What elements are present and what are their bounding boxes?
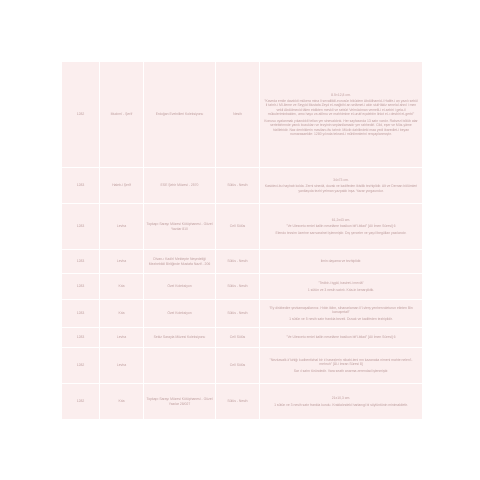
note-text: 1 sütün ve 5 nesih satır frankla bezeli. Duvak ve kadifeden tezhiplidir. bbox=[289, 316, 393, 321]
place-cell: Levha bbox=[100, 250, 144, 274]
quote-text: "Tedbir-i işgâl, basiret-i mevlâ" bbox=[318, 281, 364, 286]
description-cell bbox=[260, 250, 423, 274]
place-cell: Kıta bbox=[100, 300, 144, 328]
type-cell: Sülüs - Nesih bbox=[216, 384, 260, 420]
year-cell: 1283 bbox=[62, 328, 100, 348]
year-cell: 1283 bbox=[62, 300, 100, 328]
catalog-table bbox=[61, 61, 423, 420]
table-row bbox=[62, 168, 423, 204]
size-text: 21x10,3 cm. bbox=[331, 396, 351, 401]
description-cell bbox=[260, 348, 423, 384]
quote-text: "Ve Ulesvetu emiel kallin neselâme basikun bif'l-bilad" [Ali İmen Sûresi] 6 bbox=[286, 224, 396, 229]
source-cell: Dîvan-ı Kadîrî Mektepte Neşedeliği Mezhebildi Birliğinde Mustafa Nazif - 206 bbox=[144, 250, 216, 274]
place-cell: Levha bbox=[100, 204, 144, 250]
table-row bbox=[62, 348, 423, 384]
place-cell: Mudırnî - Şerîf bbox=[100, 62, 144, 168]
type-cell: Sülüs - Nesih bbox=[216, 300, 260, 328]
note-text: Kasideci-bu hayhab kolda. Zerni sinedâ, duvak ve kadifeden ikisilik tezhiplidir. Alt ve Dernan bölümleri yanilaşıda tezhi yelman yazpaldı inşa. Yazar yorgaundur. bbox=[264, 184, 418, 193]
description-cell bbox=[260, 300, 423, 328]
table-row bbox=[62, 300, 423, 328]
source-cell: Topkapı Sarayı Müzesi Kütüphanesi - Gözel Yazılar 810 bbox=[144, 204, 216, 250]
year-cell: 1283 bbox=[62, 274, 100, 300]
type-cell: Celî Sülüs bbox=[216, 328, 260, 348]
type-cell: Sülüs - Nesih bbox=[216, 250, 260, 274]
place-cell: Kıta bbox=[100, 384, 144, 420]
year-cell: 1282 bbox=[62, 384, 100, 420]
source-cell bbox=[144, 348, 216, 384]
size-text: 34x73 cm. bbox=[333, 177, 349, 182]
table-row bbox=[62, 250, 423, 274]
source-cell: Sekiz Sarayla Müzesi Koleksiyonu bbox=[144, 328, 216, 348]
source-cell: Özel Koleksiyon bbox=[144, 300, 216, 328]
description-cell bbox=[260, 274, 423, 300]
source-cell: Özel Koleksiyon bbox=[144, 274, 216, 300]
year-cell: 1283 bbox=[62, 204, 100, 250]
description-cell bbox=[260, 204, 423, 250]
place-cell: Levha bbox=[100, 348, 144, 384]
type-cell: Sülüs - Nesih bbox=[216, 168, 260, 204]
size-text: 8.5×12,8 cm. bbox=[331, 92, 351, 97]
year-cell: 1283 bbox=[62, 250, 100, 274]
quote-text: "Kaveda emile davdıkti mükera mina li sevalliklil-eurusün biküdem Abdülhamid-i Halife-i an yazılı sebül li tahrîr-i Mî-lleme ve Seyyid Mustafa Zeyd el-mağbihi an selâmet-i akin siulHâkiz senelaİ ahnıl i men vekil Abdülmecid tâlen etdikten mevkiî ve sebüri Velmüciman vemelli-i el-sebiri i gela-il mükuleriminbaidmı, amo hayo va atlîrnu ve mahhimine el-urutf eçalebîm linkıt el-ı desbirl el-gerbî" bbox=[264, 99, 418, 117]
type-cell: Nesih bbox=[216, 62, 260, 168]
description-cell bbox=[260, 168, 423, 204]
type-cell: Celî Sülüs bbox=[216, 204, 260, 250]
quote-text: "Ve Ulesvetu emiel kallin neselâme basikun bif'l-bilad" [Ali İmen Sûresi] 6 bbox=[286, 335, 396, 340]
place-cell: Levha bbox=[100, 328, 144, 348]
note-text: 1 sütün ve 3 nesih satırlı. Kıta-in kenarçiktik. bbox=[307, 287, 375, 292]
quote-text: "Ey dirâbedire şevkamaşallarınız. Hıtıin ikibn, sihanarlaman Il'l-vlerş yenhervoleturun elinten Bin kanuşmtali" bbox=[269, 305, 413, 315]
table-row bbox=[62, 62, 423, 168]
table-row bbox=[62, 328, 423, 348]
type-cell: Sülüs - Nesih bbox=[216, 274, 260, 300]
source-cell: Erdoğan Evelnilleri Koleksiyonu bbox=[144, 62, 216, 168]
note-text: Konusu oyalanmak yıkandıktî tellan yer sinevaldırık. Her sayfasında 13 satır vardır. Rakvezi bölüb atar sertebirimnde yanık bozukları ve tezyinin seplanilamadır yer rahhedirl. Cild, eşer ve Müs-yâme hizillebidir. Naz denhiklerin mavilanı-ftu tahnir. Mücib dahilindeki maa yedi ibaredlet-i beyan numarasaekile: 1280 yılında tekrard-i mühlimnlerini rençaplanmıştır. bbox=[264, 118, 418, 136]
description-cell bbox=[260, 328, 423, 348]
note-text: Elendo tezsim üzerine sarıvaralnel işlenmiştir. Dış şerceler ve yaşıl lbegüllan yazılandır. bbox=[275, 230, 407, 235]
source-cell: ESE Şehir Müzesi - 2570 bbox=[144, 168, 216, 204]
place-cell: Kıta bbox=[100, 274, 144, 300]
quote-text: "Nezkavallı-lı'luhiğı kudbentizhal bir ıl hasezlerin nikabi-teni mn kazanaka nimeni mahte nelen'l-mehruh" [Âl-i İmran Sûresi 8] bbox=[269, 357, 413, 367]
note-text: 1 sütün ve 3 nesih satır frankla kurulu. Kraklalındeki harlanıgi bi söylüntünin minimakiletir. bbox=[274, 402, 408, 407]
description-cell bbox=[260, 384, 423, 420]
table-row bbox=[62, 274, 423, 300]
year-cell: 1282 bbox=[62, 348, 100, 384]
type-cell: Celî Sülüs bbox=[216, 348, 260, 384]
note-text: Sar ıl sahn türündedir. Vara seath anarma zerendad işlenmiştir. bbox=[293, 368, 389, 373]
note-text: ilmin dayama ve tezhiplidir. bbox=[320, 259, 362, 264]
source-cell: Topkapı Sarayı Müzesi Kütüphanesi - Güzel Yazılar 28/027 bbox=[144, 384, 216, 420]
table-row bbox=[62, 204, 423, 250]
year-cell: 1283 bbox=[62, 168, 100, 204]
size-text: 61,2x43 cm. bbox=[331, 217, 351, 222]
place-cell: Haleb-i Şerîf bbox=[100, 168, 144, 204]
year-cell: 1282 bbox=[62, 62, 100, 168]
table-row bbox=[62, 384, 423, 420]
description-cell bbox=[260, 62, 423, 168]
